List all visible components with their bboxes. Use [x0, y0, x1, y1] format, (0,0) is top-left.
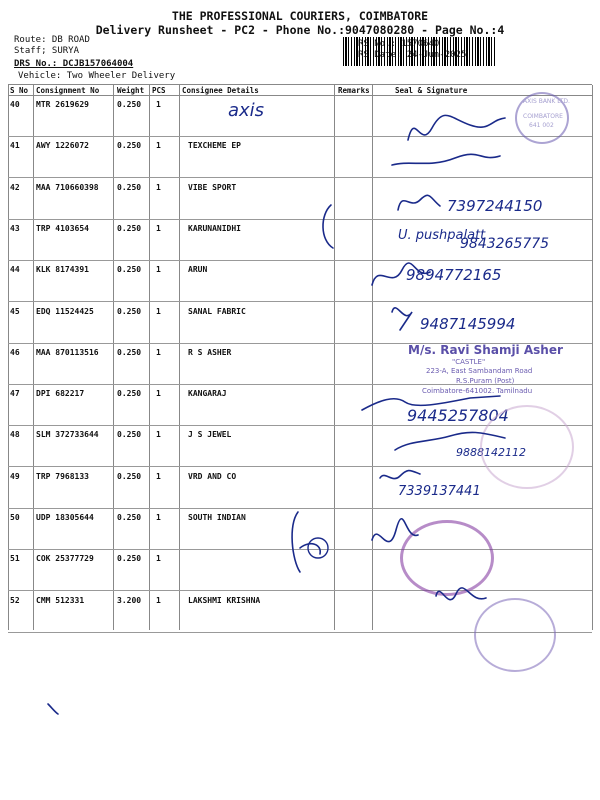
cell-pcs: 1 — [156, 389, 161, 399]
cell-consignment: COK 25377729 — [36, 554, 94, 564]
col-header-pcs: PCS — [152, 86, 166, 95]
cell-sno: 40 — [10, 100, 20, 109]
cell-sno: 47 — [10, 389, 20, 399]
cell-consignee: VIBE SPORT — [188, 182, 237, 192]
cell-consignee: SOUTH INDIAN — [188, 513, 246, 522]
col-header-seal: Seal & Signature — [395, 86, 468, 95]
col-header-consignee: Consignee Details — [182, 86, 259, 95]
cell-weight: 0.250 — [117, 513, 142, 522]
cell-consignment: MAA 710660398 — [36, 182, 99, 192]
cell-sno: 41 — [10, 141, 20, 151]
cell-weight: 0.250 — [117, 223, 142, 233]
cell-consignment: TRP 4103654 — [36, 223, 89, 233]
cell-consignment: EDQ 11524425 — [36, 306, 94, 316]
cell-consignment: SLM 372733644 — [36, 430, 99, 440]
cell-consignment: DPI 682217 — [36, 389, 85, 399]
signature — [372, 263, 430, 285]
handwritten-phone: 7339137441 — [398, 484, 481, 499]
cell-consignee: KARUNANIDHI — [188, 223, 241, 233]
cell-pcs: 1 — [156, 513, 161, 522]
cell-pcs: 1 — [156, 100, 161, 109]
cell-sno: 48 — [10, 430, 20, 440]
stamp-axis-pin: 641 002 — [529, 122, 554, 129]
route-label: Route: DB ROAD — [14, 35, 90, 45]
stamp-axis-name: AXIS BANK LTD. — [523, 98, 570, 105]
rs-number: RS No.: 1570640 — [358, 39, 440, 49]
vehicle-label: Vehicle: Two Wheeler Delivery — [18, 71, 176, 81]
cell-pcs: 1 — [156, 347, 161, 357]
cell-consignment: MTR 2619629 — [36, 100, 89, 109]
cell-pcs: 1 — [156, 223, 161, 233]
cell-consignee: LAKSHMI KRISHNA — [188, 595, 261, 605]
col-header-remarks: Remarks — [338, 86, 370, 95]
cell-pcs: 1 — [156, 554, 161, 564]
cell-weight: 0.250 — [117, 471, 142, 481]
cell-consignee: R S ASHER — [188, 347, 232, 357]
drs-number-text: DRS No.: DCJB157064004 — [14, 59, 134, 69]
cell-consignment: AWY 1226072 — [36, 141, 89, 151]
cell-weight: 0.250 — [117, 265, 142, 275]
cell-sno: 51 — [10, 554, 20, 564]
cell-weight: 0.250 — [117, 141, 142, 151]
handwritten-note-axis: axis — [228, 100, 265, 121]
cell-sno: 45 — [10, 306, 20, 316]
cell-consignment: KLK 8174391 — [36, 265, 89, 275]
cell-pcs: 1 — [156, 265, 161, 275]
cell-sno: 50 — [10, 513, 20, 522]
staff-label: Staff; SURYA — [14, 46, 80, 56]
cell-consignee: TEXCHEME EP — [188, 141, 241, 151]
bracket-mark — [323, 205, 333, 248]
handwritten-phone: 9843265775 — [460, 236, 550, 252]
cell-weight: 3.200 — [117, 595, 142, 605]
cell-consignment: MAA 870113516 — [36, 347, 99, 357]
cell-weight: 0.250 — [117, 430, 142, 440]
handwritten-phone: 9888142112 — [456, 446, 526, 459]
handwritten-name: U. pushpalatt — [398, 228, 486, 243]
cell-consignee: SANAL FABRIC — [188, 306, 246, 316]
cell-sno: 42 — [10, 182, 20, 192]
cell-weight: 0.250 — [117, 182, 142, 192]
cell-consignment: UDP 18305644 — [36, 513, 94, 522]
stamp-address-line: Coimbatore-641002. Tamilnadu — [422, 387, 533, 395]
cell-sno: 49 — [10, 471, 20, 481]
cell-sno: 46 — [10, 347, 20, 357]
handwritten-phone: 9445257804 — [407, 406, 509, 425]
signature — [380, 471, 420, 479]
cell-weight: 0.250 — [117, 347, 142, 357]
cell-sno: 44 — [10, 265, 20, 275]
signature — [395, 432, 505, 450]
stamp-name: M/s. Ravi Shamji Asher — [408, 343, 563, 357]
cell-pcs: 1 — [156, 141, 161, 151]
signature — [398, 195, 440, 210]
cell-pcs: 1 — [156, 182, 161, 192]
cell-weight: 0.250 — [117, 389, 142, 399]
col-header-consignment: Consignment No — [36, 86, 100, 95]
signature — [372, 519, 418, 542]
cell-sno: 52 — [10, 595, 20, 605]
signature — [408, 115, 505, 140]
col-header-sno: S No — [10, 86, 29, 95]
cell-weight: 0.250 — [117, 554, 142, 564]
runsheet-subtitle: Delivery Runsheet - PC2 - Phone No.:9047080280 - Page No.:4 — [95, 23, 505, 37]
rs-date: RS Date: 24-Jun-2025 — [358, 50, 467, 60]
company-title: THE PROFESSIONAL COURIERS, COIMBATORE — [171, 9, 429, 23]
cell-pcs: 1 — [156, 471, 161, 481]
circled-mark — [308, 538, 328, 558]
cell-consignee: ARUN — [188, 265, 208, 275]
signature — [392, 308, 412, 330]
signature — [392, 154, 500, 165]
stamp-castle: "CASTLE" — [452, 358, 486, 366]
handwritten-phone: 9487145994 — [420, 315, 516, 333]
handwritten-mark — [292, 512, 320, 572]
handwritten-phone: 7397244150 — [447, 197, 543, 215]
cell-pcs: 1 — [156, 430, 161, 440]
cell-pcs: 1 — [156, 595, 161, 605]
signature — [436, 588, 486, 600]
cell-weight: 0.250 — [117, 306, 142, 316]
cell-consignee: KANGARAJ — [188, 389, 227, 399]
stamp-axis-city: COIMBATORE — [523, 113, 563, 120]
stamp-address-line: 223-A, East Sambandam Road — [426, 367, 533, 375]
stamp-address-line: R.S.Puram (Post) — [456, 377, 515, 385]
handwritten-phone: 9894772165 — [406, 266, 502, 284]
pen-mark — [48, 704, 58, 714]
cell-sno: 43 — [10, 223, 20, 233]
cell-consignment: TRP 7968133 — [36, 471, 89, 481]
cell-pcs: 1 — [156, 306, 161, 316]
cell-consignment: CMM 512331 — [36, 595, 85, 605]
col-header-weight: Weight — [117, 86, 145, 95]
cell-consignee: J S JEWEL — [188, 430, 232, 440]
cell-consignee: VRD AND CO — [188, 471, 237, 481]
signature — [362, 396, 500, 410]
cell-weight: 0.250 — [117, 100, 142, 109]
